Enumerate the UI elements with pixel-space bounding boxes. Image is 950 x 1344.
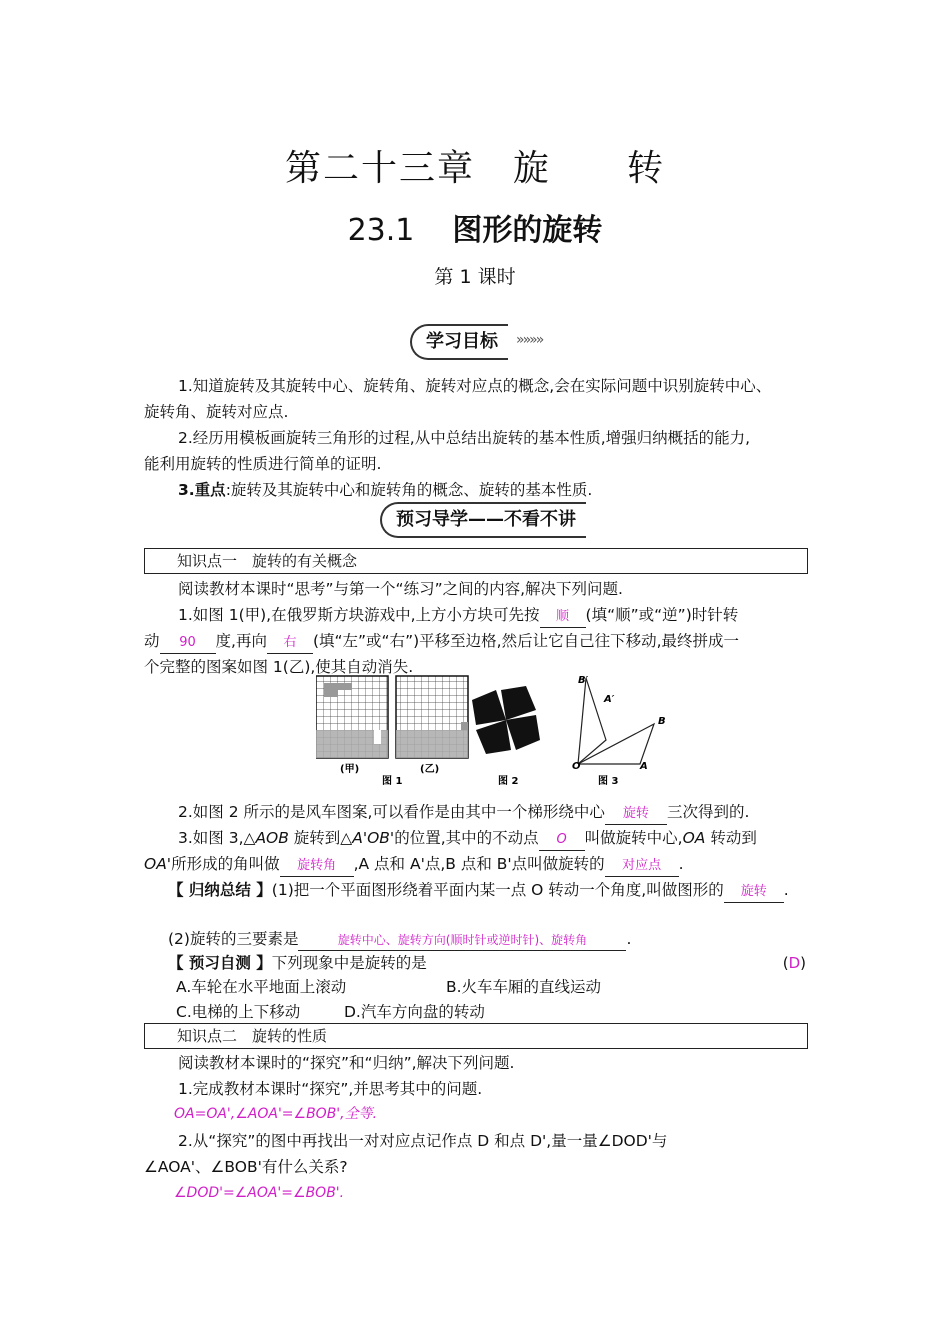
tetris-board-jia [316,676,388,758]
kp2-intro: 阅读教材本课时的“探究”和“归纳”,解决下列问题. [178,1054,515,1072]
option-a: A.车轮在水平地面上滚动 [176,978,347,996]
option-b: B.火车车厢的直线运动 [446,978,602,996]
kp1-intro: 阅读教材本课时“思考”与第一个“练习”之间的内容,解决下列问题. [178,580,623,598]
option-c: C.电梯的上下移动 [176,1003,301,1021]
knowledge-point-2 [144,1023,808,1049]
answer-blank: O [539,830,585,851]
question-1-cont2: 个完整的图案如图 1(乙),使其自动消失. [144,658,414,676]
section-number: 23.1 [347,213,415,248]
figure-label-fig2: 图 2 [498,776,519,786]
summary-2: (2)旋转的三要素是 旋转中心、旋转方向(顺时针或逆时针)、旋转角 . [168,926,834,952]
answer-blank: 90 [160,633,216,654]
banner-label: 学习目标 [410,324,508,360]
kp2-title: 知识点二 旋转的性质 [177,1027,328,1045]
option-d: D.汽车方向盘的转动 [344,1003,485,1021]
test-answer: (D) [782,954,806,972]
prop-question-2: 2.从“探究”的图中再找出一对对应点记作点 D 和点 D',量一量∠DOD'与 [178,1132,668,1150]
prop-answer-2: ∠DOD'=∠AOA'=∠BOB'. [174,1185,345,1201]
section-name: 图形的旋转 [452,213,603,248]
figure-group [316,674,676,786]
figure-label-fig3: 图 3 [598,776,619,786]
kp1-title: 知识点一 旋转的有关概念 [177,552,358,570]
answer-blank: 旋转中心、旋转方向(顺时针或逆时针)、旋转角 [298,930,626,951]
figure-label-fig1: 图 1 [382,776,403,786]
self-test: 【 预习自测 】下列现象中是旋转的是 (D) [168,950,808,976]
figure-label-jia: (甲) [340,764,360,775]
goal-1-cont: 旋转角、旋转对应点. [144,403,289,421]
answer-blank: 对应点 [605,856,679,877]
figure-label-o: O [572,761,581,772]
goal-1: 1.知道旋转及其旋转中心、旋转角、旋转对应点的概念,会在实际问题中识别旋转中心、 [178,377,772,395]
section-title [0,205,950,249]
figure-label-b1: B′ [578,675,589,686]
answer-blank: 右 [267,633,313,654]
figure-label-yi: (乙) [420,764,440,775]
goal-2: 2.经历用模板画旋转三角形的过程,从中总结出旋转的基本性质,增强归纳概括的能力, [178,429,751,447]
rotation-triangles [578,678,654,764]
banner-preview [380,502,590,536]
figure-label-a1: A′ [604,694,615,705]
question-2: 2.如图 2 所示的是风车图案,可以看作是由其中一个梯形绕中心 旋转 三次得到的. [144,799,810,825]
goal-3 [144,477,810,503]
answer-blank: 顺 [540,607,586,628]
answer-blank: 旋转 [724,882,784,903]
figure-label-b: B [658,716,666,727]
figure-label-a: A [640,761,648,772]
arrows-icon: »»»» [516,332,543,348]
knowledge-point-1 [144,548,808,574]
question-1-cont: 动 90 度,再向 右 (填“左”或“右”)平移至边格,然后让它自己往下移动,最终拼成一 [144,628,810,654]
goal-2-cont: 能利用旋转的性质进行简单的证明. [144,455,382,473]
prop-question-1: 1.完成教材本课时“探究”,并思考其中的问题. [178,1080,483,1098]
chapter-title: 第二十三章 旋 转 [284,148,665,189]
prop-question-2-cont: ∠AOA'、∠BOB'有什么关系? [144,1158,348,1176]
question-3-cont: OA'所形成的角叫做 旋转角 ,A 点和 A'点,B 点和 B'点叫做旋转的 对应点 . [144,851,810,877]
test-label: 【 预习自测 】 [168,954,272,972]
lesson-label: 第 1 课时 [434,266,516,288]
summary-label: 【 归纳总结 】 [168,881,272,899]
summary-1: 【 归纳总结 】(1)把一个平面图形绕着平面内某一点 O 转动一个角度,叫做图形的 旋转 . [168,877,813,903]
answer-blank: 旋转角 [280,856,354,877]
prop-answer-1: OA=OA',∠AOA'=∠BOB',全等. [174,1106,378,1122]
answer-blank: 旋转 [605,804,667,825]
banner-learning-goals [410,324,550,358]
question-3: 3.如图 3,△AOB 旋转到△A'OB'的位置,其中的不动点 O 叫做旋转中心,OA 转动到 [144,825,810,851]
question-1: 1.如图 1(甲),在俄罗斯方块游戏中,上方小方块可先按 顺 (填“顺”或“逆”)时针转 [144,602,810,628]
tetris-board-yi [396,676,468,758]
figures-svg [316,674,676,786]
goal-3-label: 3.重点 [178,481,226,499]
goal-3-text: :旋转及其旋转中心和旋转角的概念、旋转的基本性质. [225,481,593,499]
banner-label: 预习导学——不看不讲 [380,502,586,538]
pinwheel [472,686,540,754]
